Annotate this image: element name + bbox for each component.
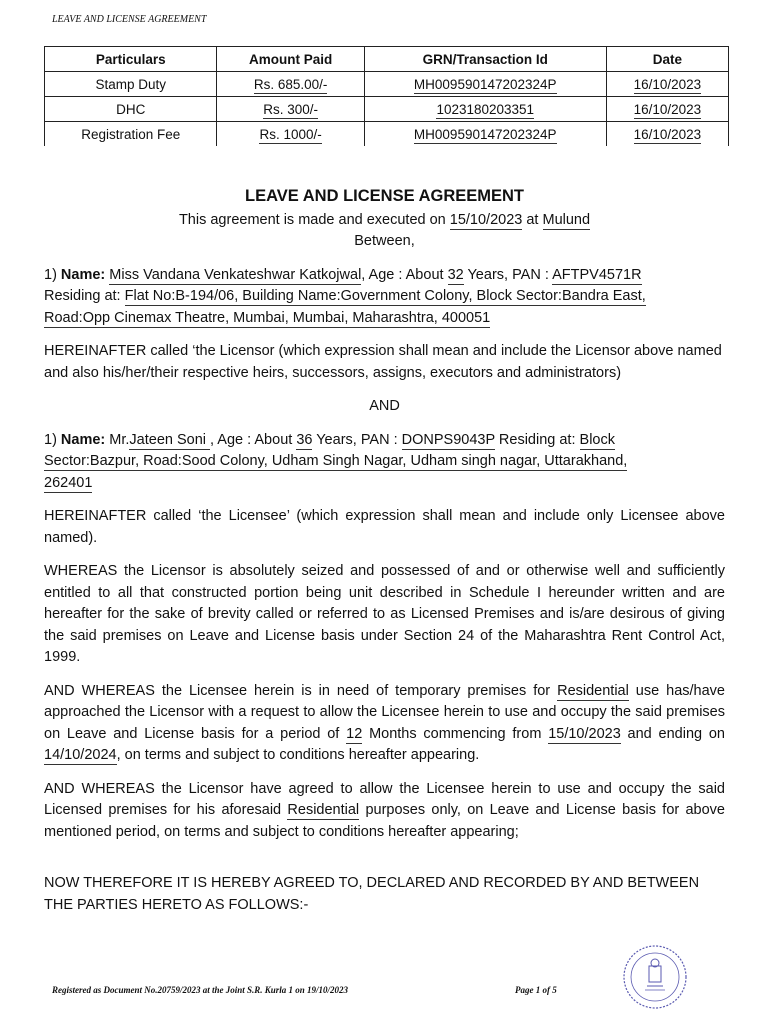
intro-at: at xyxy=(522,211,543,228)
licensee-name: Jateen Soni xyxy=(129,431,211,448)
table-row xyxy=(45,122,729,147)
page-header: LEAVE AND LICENSE AGREEMENT xyxy=(52,14,207,25)
licensor-name: Miss Vandana Venkateshwar Katkojwal xyxy=(109,266,362,283)
licensee-details xyxy=(44,430,725,495)
licensor-age: 32 xyxy=(447,266,464,283)
licensee-address-line1: Block xyxy=(579,431,615,448)
licensee-clause: HEREINAFTER called ‘the Licensee’ (which expression shall mean and include only Licensee above named). xyxy=(44,508,725,546)
cell-date xyxy=(606,97,728,122)
licensor-clause: HEREINAFTER called ‘the Licensor (which expression shall mean and include the Licensor above named and also his/her/their respective heirs, successors, assigns, executors and administrators) xyxy=(44,343,722,381)
cell-amount xyxy=(217,72,364,97)
license-end-date: 14/10/2024 xyxy=(44,747,117,763)
premises-use: Residential xyxy=(287,802,360,818)
licensee-residing-label: Residing at: xyxy=(494,431,580,448)
licensor-age-label: , Age : About xyxy=(361,266,448,283)
licensee-pan: DONPS9043P xyxy=(401,431,495,448)
col-date: Date xyxy=(606,47,728,72)
whereas-clause-2 xyxy=(44,681,725,767)
licensee-address-line3: 262401 xyxy=(44,474,93,491)
licensor-address-line2: Road:Opp Cinemax Theatre, Mumbai, Mumbai, Maharashtra, 400051 xyxy=(44,309,491,326)
licensee-name-label: Name: xyxy=(60,431,106,448)
particular-text: Stamp Duty xyxy=(95,76,166,92)
grn-text: MH009590147202324P xyxy=(413,76,557,92)
col-amount-paid: Amount Paid xyxy=(217,47,364,72)
whereas2-text: and ending on xyxy=(620,725,725,742)
licensor-address-line1: Flat No:B-194/06, Building Name:Government Colony, Block Sector:Bandra East, xyxy=(124,288,646,304)
amount-text: Rs. 300/- xyxy=(263,101,318,117)
intro-prefix: This agreement is made and executed on xyxy=(178,211,450,228)
cell-date xyxy=(606,72,728,97)
whereas2-text: Months commencing from xyxy=(362,725,549,742)
licensee-name-prefix: Mr. xyxy=(105,431,130,448)
cell-particular xyxy=(45,122,217,147)
date-text: 16/10/2023 xyxy=(633,76,702,92)
table-header-row xyxy=(45,47,729,72)
licensor-pan: AFTPV4571R xyxy=(552,266,642,283)
cell-date xyxy=(606,122,728,147)
licensee-number: 1) xyxy=(44,431,61,448)
intro-line xyxy=(44,210,725,232)
registration-footer: Registered as Document No.20759/2023 at the Joint S.R. Kurla 1 on 19/10/2023 xyxy=(52,985,349,995)
whereas2-text: , on terms and subject to conditions hereafter appearing. xyxy=(116,747,480,763)
whereas-clause-3 xyxy=(44,779,725,844)
licensor-name-label: Name: xyxy=(60,266,106,283)
licensee-age: 36 xyxy=(296,431,313,448)
license-months: 12 xyxy=(346,725,363,742)
particular-text: DHC xyxy=(116,101,146,117)
table-row xyxy=(45,97,729,122)
cell-particular xyxy=(45,72,217,97)
agreement-body xyxy=(44,186,725,916)
cell-amount xyxy=(217,97,364,122)
between-line: Between, xyxy=(354,233,415,249)
cell-amount xyxy=(217,122,364,147)
agreement-title: LEAVE AND LICENSE AGREEMENT xyxy=(245,187,524,205)
table-row xyxy=(45,72,729,97)
cell-grn xyxy=(364,122,606,147)
whereas-clause-1: WHEREAS the Licensor is absolutely seized and possessed of and or otherwise well and sufficiently entitled to all that constructed portion being unit described in Schedule I hereunder written and are hereafter for the sake of brevity called or referred to as Licensed Premises and is/are desirous of giving the said premises on Leave and License basis under Section 24 of the Maharashtra Rent Control Act, 1999. xyxy=(44,563,725,665)
now-therefore-clause: NOW THEREFORE IT IS HEREBY AGREED TO, DECLARED AND RECORDED BY AND BETWEEN THE PARTIES HERETO AS FOLLOWS:- xyxy=(44,875,700,913)
col-grn: GRN/Transaction Id xyxy=(364,47,606,72)
licensee-address-line2: Sector:Bazpur, Road:Sood Colony, Udham Singh Nagar, Udham singh nagar, Uttarakhand, xyxy=(44,453,628,469)
license-start-date: 15/10/2023 xyxy=(548,725,621,742)
date-text: 16/10/2023 xyxy=(633,126,702,142)
execution-date: 15/10/2023 xyxy=(449,211,523,228)
whereas3-text: purposes only, on Leave and License basis for above mentioned period, on terms and subject to conditions hereafter appearing; xyxy=(44,802,725,840)
whereas2-text: AND WHEREAS the Licensee herein is in need of temporary premises for xyxy=(44,682,558,699)
licensor-pan-label: Years, PAN : xyxy=(463,266,553,283)
grn-text: 1023180203351 xyxy=(436,101,535,117)
and-separator: AND xyxy=(369,398,400,414)
date-text: 16/10/2023 xyxy=(633,101,702,117)
grn-text: MH009590147202324P xyxy=(413,126,557,142)
licensee-age-label: , Age : About xyxy=(210,431,297,448)
fee-table xyxy=(44,46,729,146)
licensor-details xyxy=(44,265,725,330)
whereas3-text: AND WHEREAS the Licensor have agreed to allow the Licensee herein to use and occupy the said Licensed premises for his aforesaid xyxy=(44,780,725,818)
particular-text: Registration Fee xyxy=(81,126,181,142)
cell-grn xyxy=(364,97,606,122)
execution-place: Mulund xyxy=(542,211,591,228)
col-particulars: Particulars xyxy=(45,47,217,72)
licensor-residing-label: Residing at: xyxy=(44,288,125,304)
cell-grn xyxy=(364,72,606,97)
premises-use: Residential xyxy=(557,682,629,699)
licensee-pan-label: Years, PAN : xyxy=(312,431,402,448)
page-number: Page 1 of 5 xyxy=(515,985,557,995)
amount-text: Rs. 1000/- xyxy=(259,126,322,142)
government-seal-icon xyxy=(620,942,690,1012)
cell-particular xyxy=(45,97,217,122)
amount-text: Rs. 685.00/- xyxy=(253,76,328,92)
whereas2-text: use has/have approached the Licensor with a request to allow the Licensee herein to use and occupy the said premises on Leave and License basis for a period of xyxy=(44,682,725,742)
licensor-number: 1) xyxy=(44,266,61,283)
